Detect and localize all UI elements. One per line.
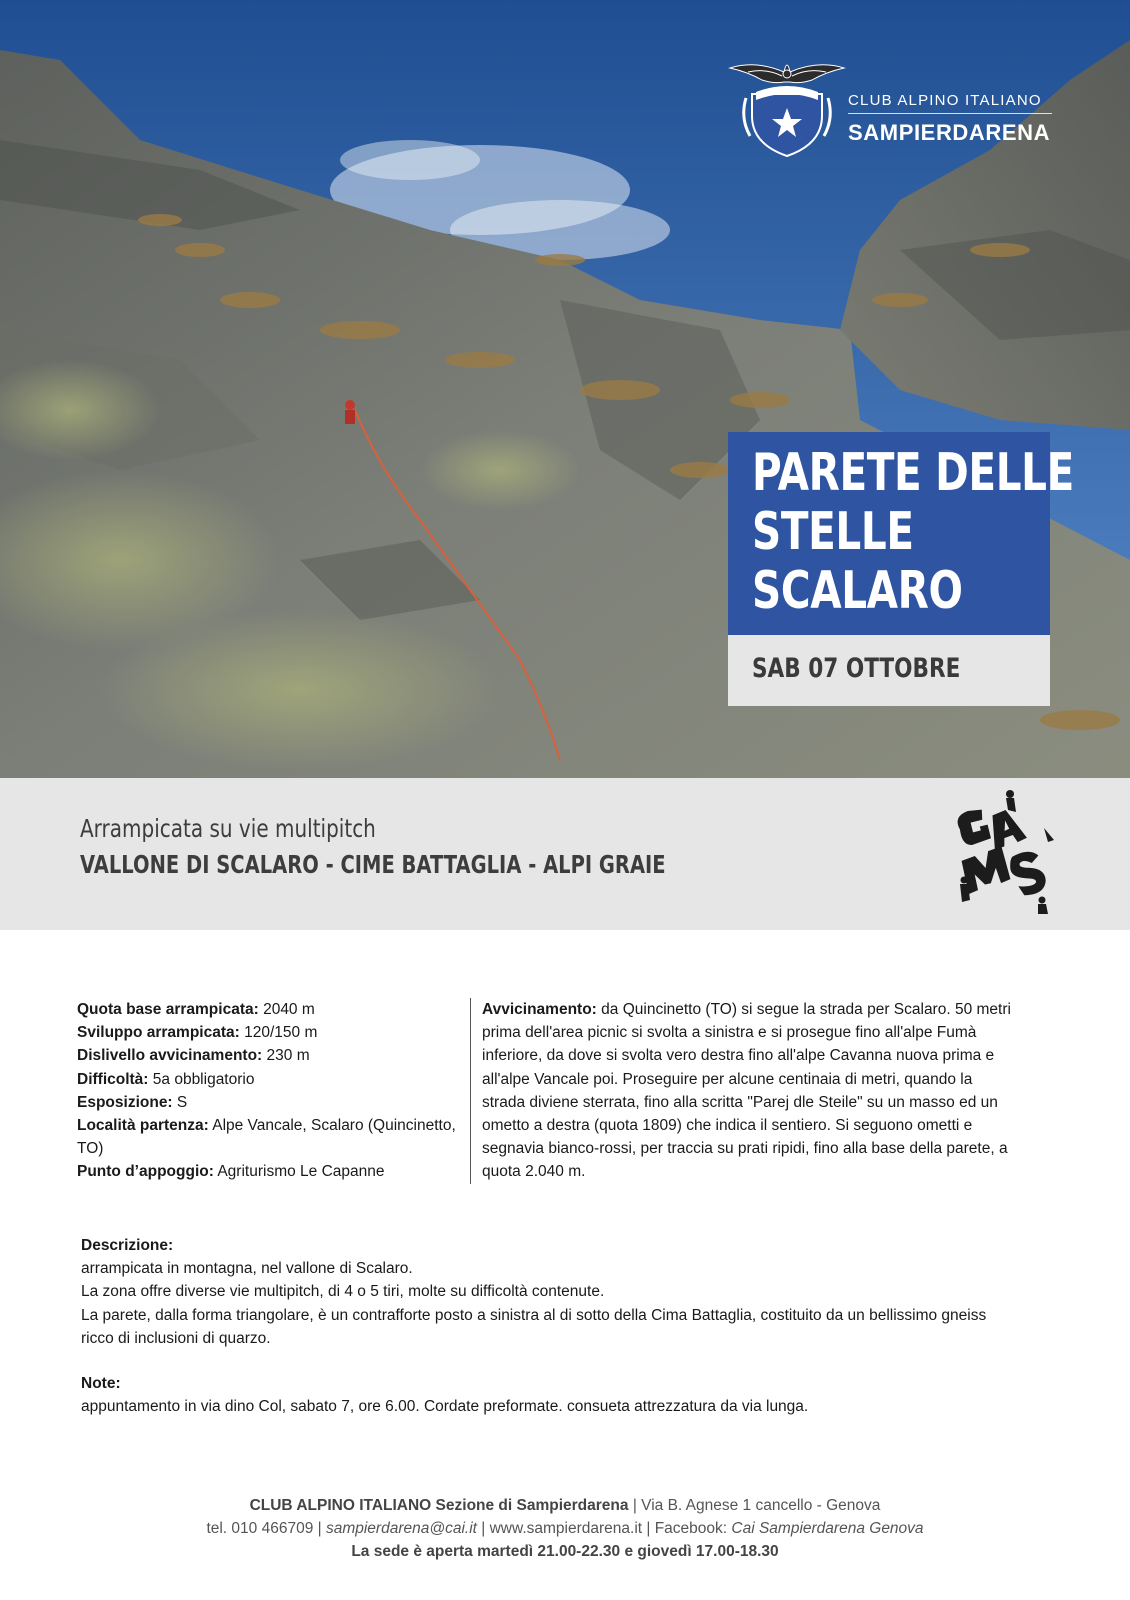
logo-section-name: SAMPIERDARENA <box>848 120 1051 145</box>
approach-label: Avvicinamento: <box>482 1001 597 1018</box>
footer-contacts-line <box>0 1517 1130 1540</box>
notes-text: appuntamento in via dino Col, sabato 7, ore 6.00. Cordate preformate. consueta attrezzatura da via lunga. <box>81 1398 809 1416</box>
info-label: Sviluppo arrampicata: <box>77 1024 240 1042</box>
info-label: Quota base arrampicata: <box>77 1001 259 1018</box>
eagle-shield-icon <box>726 58 848 168</box>
footer-email-link[interactable]: sampierdarena@cai.it <box>325 1520 477 1538</box>
technical-info <box>77 998 457 1184</box>
subtitle-band <box>0 778 1130 930</box>
info-row <box>77 1114 457 1160</box>
logo-org-name: CLUB ALPINO ITALIANO <box>848 92 1042 109</box>
info-label: Dislivello avvicinamento: <box>77 1047 263 1065</box>
info-label: Difficoltà: <box>77 1070 149 1088</box>
footer-hours: La sede è aperta martedì 21.00-22.30 e giovedì 17.00-18.30 <box>351 1543 779 1561</box>
approach-info <box>482 998 1012 1184</box>
footer-address-line <box>0 1494 1130 1517</box>
info-value: Alpe Vancale, Scalaro (Quincinetto, TO) <box>77 1117 456 1158</box>
notes-label: Note: <box>81 1375 121 1392</box>
event-date-box <box>728 635 1050 706</box>
info-label: Località partenza: <box>77 1117 209 1135</box>
gams-logo-icon <box>950 788 1060 918</box>
footer-hours-line <box>0 1540 1130 1563</box>
footer-org: CLUB ALPINO ITALIANO Sezione di Sampierdarena <box>249 1497 629 1514</box>
description-label: Descrizione: <box>81 1237 174 1254</box>
cai-logo <box>726 58 1066 168</box>
description-paragraph: La zona offre diverse vie multipitch, di 4 o 5 tiri, molte su difficoltà contenute. <box>81 1283 605 1301</box>
info-value: 2040 m <box>258 1001 315 1018</box>
info-row <box>77 1068 457 1091</box>
approach-text: da Quincinetto (TO) si segue la strada per Scalaro. 50 metri prima dell'area picnic si svolta a sinistra e si prosegue fino all'alpe Fumà inferiore, da dove si svolta vero destra fino all'alpe Cavanna nuova prima e all'alpe Vancale poi. Proseguire per alcune centinaia di metri, quando la strada diviene sterrata, fino alla scritta "Parej dle Steile" su un masso ed un ometto a destra (quota 1809) che indica il sentiero. Si seguono ometti e segnavia bianco-rossi, per traccia su prati ripidi, fino alla base della parete, a quota 2.040 m. <box>482 1001 1011 1181</box>
description-section <box>81 1234 1021 1350</box>
info-value: S <box>172 1093 188 1111</box>
event-title-line-3: SCALARO <box>752 561 963 621</box>
notes-section <box>81 1372 1021 1418</box>
location-line: VALLONE DI SCALARO - CIME BATTAGLIA - ALPI GRAIE <box>80 850 666 879</box>
description-paragraph: arrampicata in montagna, nel vallone di Scalaro. <box>81 1260 413 1278</box>
info-value: 5a obbligatorio <box>148 1070 255 1088</box>
info-value: 230 m <box>262 1047 310 1065</box>
event-title-line-1: PARETE DELLE <box>752 443 1074 503</box>
footer <box>0 1494 1130 1564</box>
description-paragraph: La parete, dalla forma triangolare, è un contrafforte posto a sinistra al di sotto della Cima Battaglia, costituito da un bellissimo gneiss ricco di inclusioni di quarzo. <box>81 1306 987 1347</box>
footer-address: | Via B. Agnese 1 cancello - Genova <box>628 1497 881 1514</box>
info-row <box>77 998 457 1021</box>
info-row <box>77 1021 457 1044</box>
logo-divider <box>848 113 1052 114</box>
column-divider <box>470 998 471 1184</box>
info-row <box>77 1091 457 1114</box>
info-value: Agriturismo Le Capanne <box>213 1163 385 1181</box>
info-label: Punto d’appoggio: <box>77 1163 214 1181</box>
info-row <box>77 1160 457 1183</box>
event-date: SAB 07 OTTOBRE <box>752 653 961 684</box>
event-title-line-2: STELLE <box>752 502 914 562</box>
footer-facebook-link[interactable]: Cai Sampierdarena Genova <box>731 1520 924 1538</box>
event-title-box <box>728 432 1074 635</box>
info-value: 120/150 m <box>239 1024 318 1042</box>
footer-tel: tel. 010 466709 | <box>206 1520 326 1538</box>
info-row <box>77 1044 457 1067</box>
footer-web: | www.sampierdarena.it | Facebook: <box>476 1520 732 1538</box>
info-label: Esposizione: <box>77 1093 173 1111</box>
activity-type: Arrampicata su vie multipitch <box>80 814 376 843</box>
